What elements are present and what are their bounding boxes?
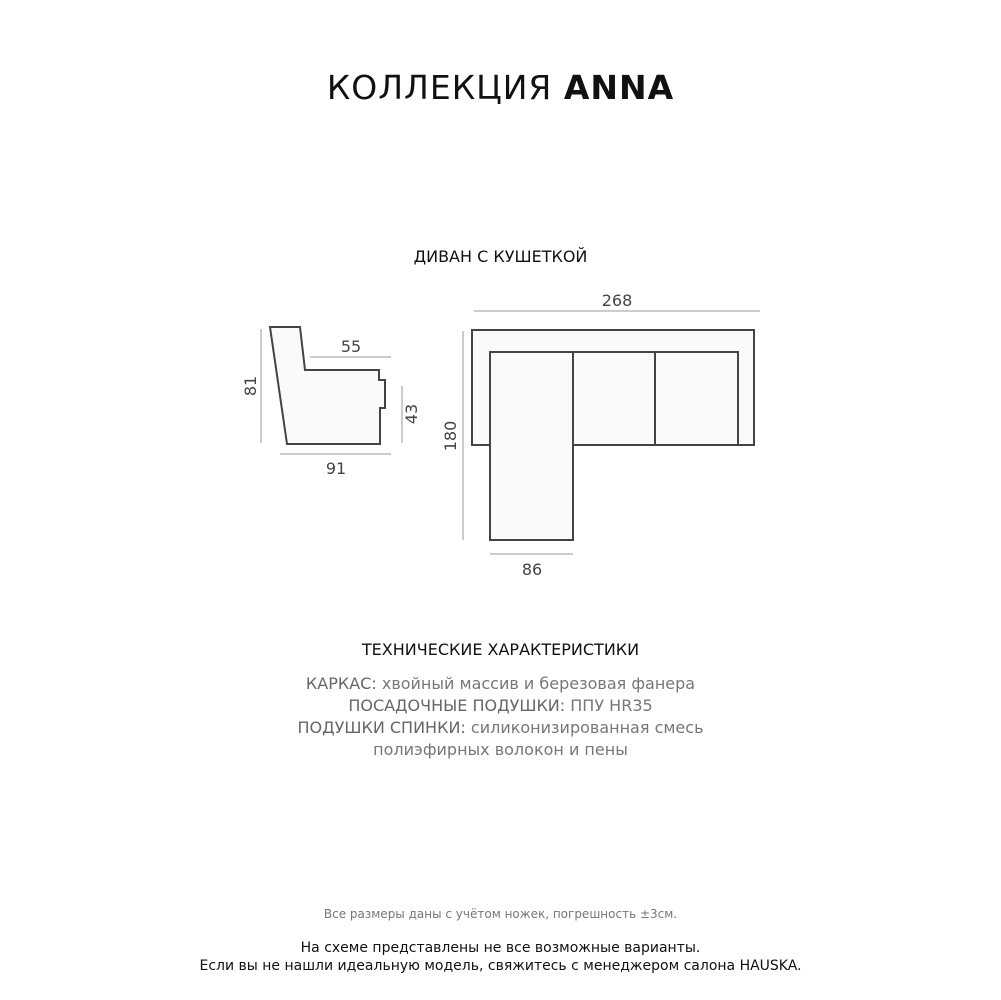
spec-key: ПОСАДОЧНЫЕ ПОДУШКИ: (348, 696, 566, 715)
spec-value: силиконизированная смесь (470, 718, 704, 737)
top-length-label: 180 (441, 420, 460, 452)
specs-list (0, 673, 1001, 761)
side-seat-depth-label: 55 (340, 337, 362, 356)
side-seat-height-label: 43 (402, 403, 421, 425)
spec-value: ППУ HR35 (570, 696, 653, 715)
top-width-label: 268 (601, 291, 633, 310)
measurement-note: Все размеры даны с учётом ножек, погрешность ±3см. (323, 907, 678, 921)
side-view (241, 327, 421, 478)
spec-key: ПОДУШКИ СПИНКИ: (297, 718, 466, 737)
spec-value: хвойный массив и березовая фанера (381, 674, 696, 693)
side-depth-label: 91 (325, 459, 347, 478)
specs-heading: ТЕХНИЧЕСКИЕ ХАРАКТЕРИСТИКИ (361, 640, 640, 659)
collection-name: ANNA (563, 68, 675, 107)
product-title: ДИВАН С КУШЕТКОЙ (413, 247, 588, 266)
spec-row (0, 695, 1001, 717)
spec-row (0, 673, 1001, 695)
spec-value: полиэфирных волокон и пены (373, 740, 628, 759)
spec-row (0, 739, 1001, 761)
spec-key: КАРКАС: (305, 674, 377, 693)
footer-line-1: На схеме представлены не все возможные варианты. (300, 940, 701, 956)
top-chaise (490, 352, 573, 540)
side-view-outline (270, 327, 385, 444)
spec-row (0, 717, 1001, 739)
footer-line-2: Если вы не нашли идеальную модель, свяжитесь с менеджером салона HAUSKA. (199, 958, 802, 974)
side-height-label: 81 (241, 375, 260, 397)
top-view (441, 291, 760, 579)
footer (0, 939, 1001, 975)
top-chaise-width-label: 86 (521, 560, 543, 579)
collection-label: КОЛЛЕКЦИЯ (326, 68, 553, 107)
